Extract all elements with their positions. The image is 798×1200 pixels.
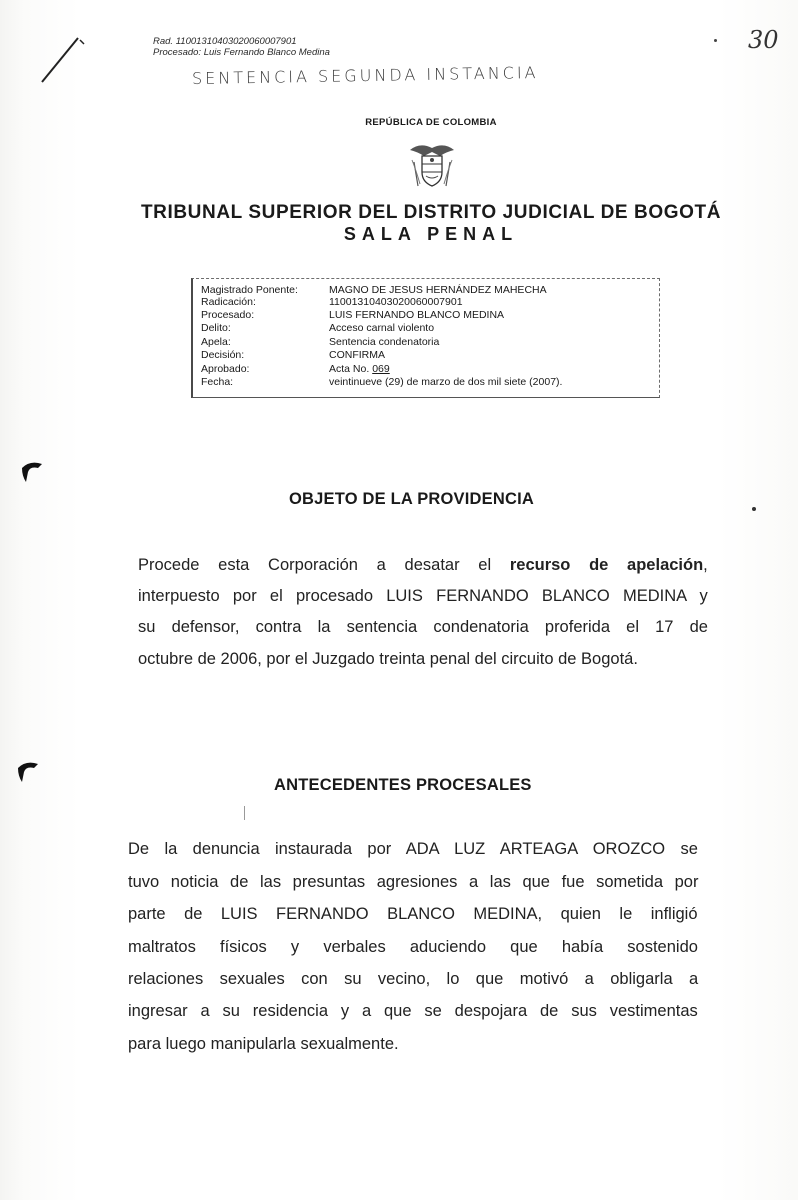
radicado-reference: Rad. 11001310403020060007901 [153, 36, 297, 47]
case-info-label: Decisión: [201, 349, 245, 361]
chamber-name: SALA PENAL [343, 224, 519, 244]
case-info-value: Sentencia condenatoria [329, 336, 440, 348]
case-info-value: LUIS FERNANDO BLANCO MEDINA [329, 309, 505, 321]
paragraph-line: interpuesto por el procesado LUIS FERNANDO BLANCO MEDINA y [138, 587, 708, 605]
section-title-antecedentes: ANTECEDENTES PROCESALES [274, 776, 532, 794]
court-name: TRIBUNAL SUPERIOR DEL DISTRITO JUDICIAL DE BOGOTÁ [140, 202, 722, 223]
acta-number: 069 [372, 363, 390, 375]
case-info-label: Magistrado Ponente: [201, 284, 298, 296]
speck-mark [714, 39, 717, 42]
text-run: Procede esta Corporación a desatar el [138, 556, 510, 574]
paragraph-line: maltratos físicos y verbales aduciendo que había sostenido [128, 938, 698, 956]
paragraph-line: De la denuncia instaurada por ADA LUZ ARTEAGA OROZCO se [128, 840, 698, 858]
republic-heading: REPÚBLICA DE COLOMBIA [365, 117, 497, 128]
paragraph-line [138, 552, 708, 578]
speck-mark [752, 507, 756, 511]
case-info-label: Delito: [201, 322, 231, 334]
speck-mark [244, 806, 245, 820]
paragraph-line: ingresar a su residencia y a que se despojara de sus vestimentas [128, 1002, 698, 1020]
case-info-label: Procesado: [201, 309, 255, 321]
case-info-label: Apela: [201, 336, 231, 348]
case-info-value: CONFIRMA [329, 349, 385, 361]
paragraph-line: parte de LUIS FERNANDO BLANCO MEDINA, quien le infligió [128, 905, 698, 923]
margin-punch-mark [16, 760, 42, 784]
case-info-label: Aprobado: [201, 363, 250, 375]
case-info-value: Acceso carnal violento [329, 322, 435, 334]
paragraph-line: su defensor, contra la sentencia condenatoria proferida el 17 de [138, 618, 708, 636]
case-info-value: MAGNO DE JESUS HERNÁNDEZ MAHECHA [329, 284, 547, 296]
handwritten-note: SENTENCIA SEGUNDA INSTANCIA [191, 62, 539, 89]
text-run-bold: recurso de apelación [509, 556, 704, 574]
margin-punch-mark [20, 460, 46, 484]
paragraph-line: para luego manipularla sexualmente. [128, 1035, 399, 1053]
case-info-value: 11001310403020060007901 [329, 296, 463, 308]
procesado-reference: Procesado: Luis Fernando Blanco Medina [153, 47, 330, 58]
case-info-value [329, 363, 390, 375]
paragraph-line: tuvo noticia de las presuntas agresiones a las que fue sometida por [128, 873, 699, 891]
coat-of-arms-icon [406, 140, 458, 190]
header-meta [153, 36, 330, 58]
paragraph-line: octubre de 2006, por el Juzgado treinta penal del circuito de Bogotá. [138, 650, 638, 668]
page-number: 30 [748, 26, 779, 54]
section-title-objeto: OBJETO DE LA PROVIDENCIA [289, 490, 535, 508]
case-info-box [191, 278, 660, 398]
acta-prefix: Acta No. [329, 363, 370, 375]
paragraph-line: relaciones sexuales con su vecino, lo que motivó a obligarla a [128, 970, 699, 988]
pen-stroke-mark [30, 30, 90, 90]
case-info-label: Radicación: [201, 296, 256, 308]
case-info-value: veintinueve (29) de marzo de dos mil siete (2007). [329, 376, 563, 388]
text-run: , [703, 556, 708, 574]
case-info-label: Fecha: [201, 376, 234, 388]
